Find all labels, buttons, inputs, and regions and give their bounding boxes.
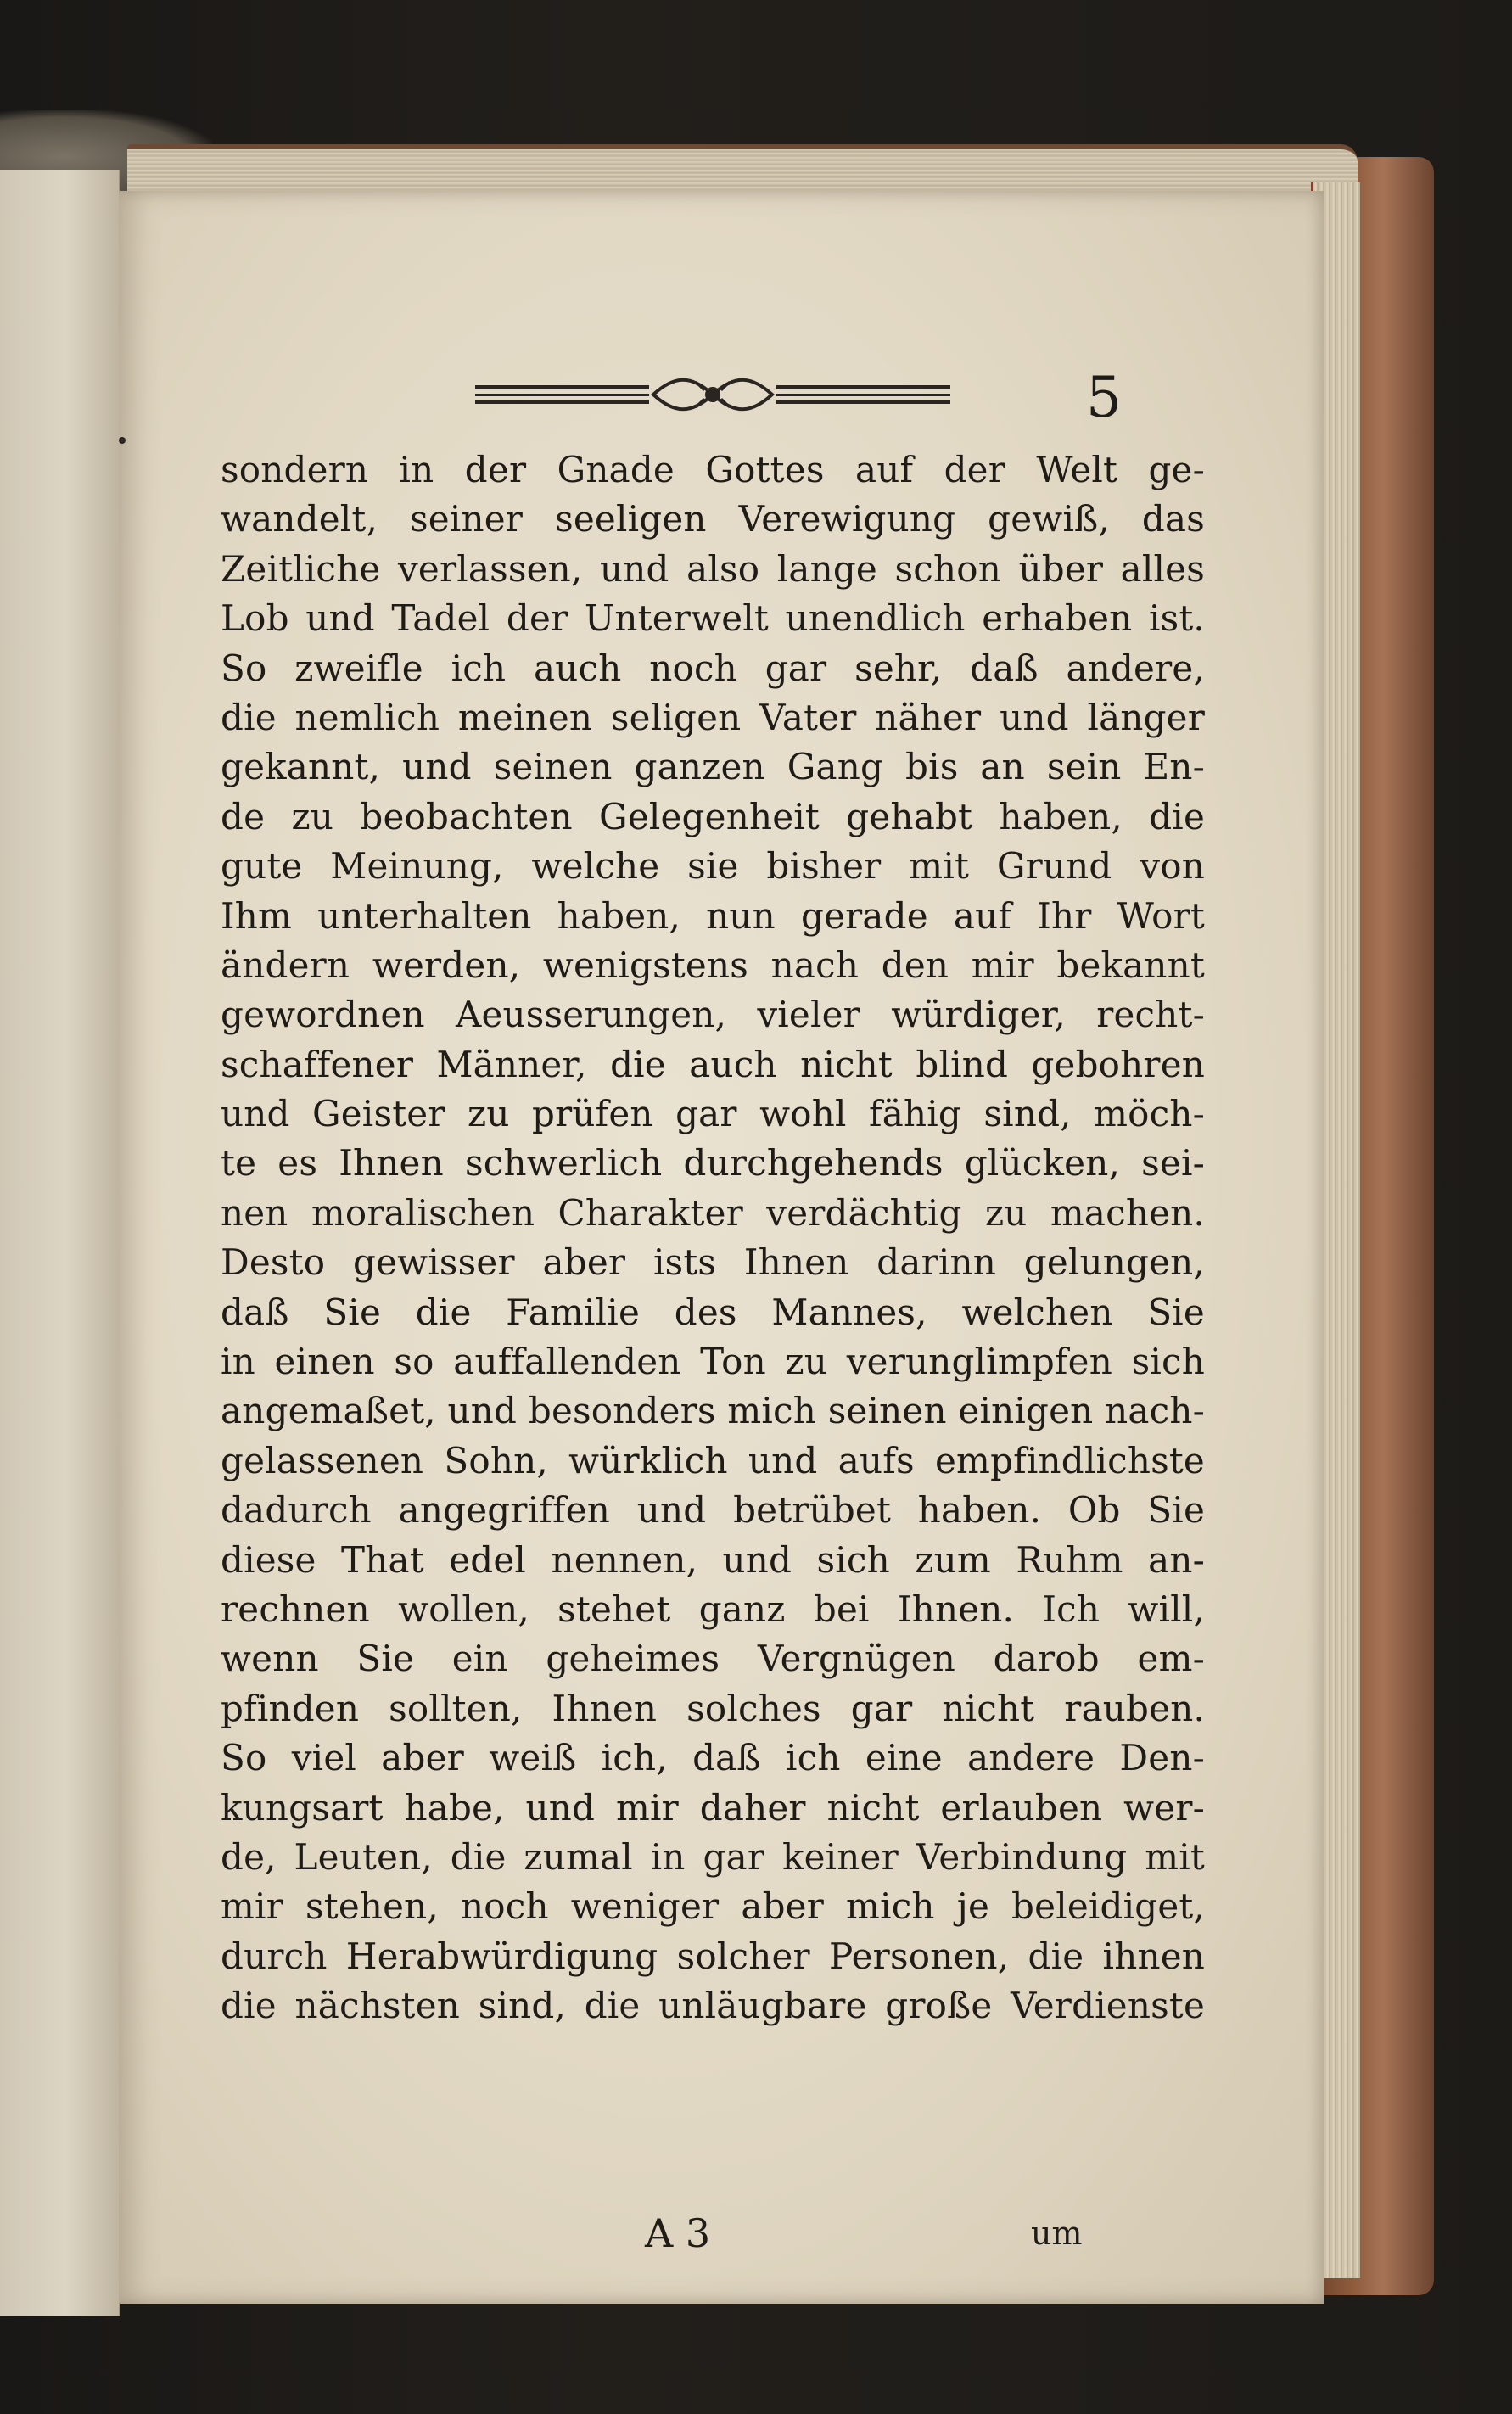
text-line: gelassenen Sohn, würklich und aufs empfindlichste: [221, 1439, 1205, 1481]
body-text: [221, 445, 1205, 2031]
catchword: um: [1031, 2215, 1083, 2252]
text-line: gute Meinung, welche sie bisher mit Grund von: [221, 845, 1205, 888]
previous-page-edge: [0, 170, 120, 2316]
text-line: gekannt, und seinen ganzen Gang bis an sein En-: [221, 746, 1205, 788]
text-line: gewordnen Aeusserungen, vieler würdiger, recht-: [221, 994, 1205, 1036]
text-line: pfinden sollten, Ihnen solches gar nicht rauben.: [221, 1687, 1205, 1729]
text-line: Zeitliche verlassen, und also lange schon über alles: [221, 547, 1205, 590]
text-line: rechnen wollen, stehet ganz bei Ihnen. Ich will,: [221, 1588, 1205, 1630]
text-line: und Geister zu prüfen gar wohl fähig sind, möch-: [221, 1093, 1205, 1135]
text-line: diese That edel nennen, und sich zum Ruhm an-: [221, 1538, 1205, 1581]
text-line: ändern werden, wenigstens nach den mir bekannt: [221, 944, 1205, 986]
text-line: dadurch angegriffen und betrübet haben. Ob Sie: [221, 1489, 1205, 1532]
text-line: nen moralischen Charakter verdächtig zu machen.: [221, 1191, 1205, 1234]
book-page: [119, 191, 1324, 2304]
text-line: die nächsten sind, die unläugbare große Verdienste: [221, 1985, 1205, 2027]
text-line: de, Leuten, die zumal in gar keiner Verbindung mit: [221, 1835, 1205, 1878]
text-line: durch Herabwürdigung solcher Personen, die ihnen: [221, 1935, 1205, 1977]
signature-mark: A 3: [645, 2210, 711, 2256]
text-line: mir stehen, noch weniger aber mich je beleidiget,: [221, 1885, 1205, 1928]
text-line: daß Sie die Familie des Mannes, welchen Sie: [221, 1291, 1205, 1333]
text-line: te es Ihnen schwerlich durchgehends glücken, sei-: [221, 1142, 1205, 1185]
text-line: sondern in der Gnade Gottes auf der Welt ge-: [221, 449, 1205, 490]
gutter-mark: [119, 437, 126, 444]
text-line: schaffener Männer, die auch nicht blind gebohren: [221, 1043, 1205, 1085]
text-line: Desto gewisser aber ists Ihnen darinn gelungen,: [221, 1241, 1205, 1284]
text-line: Ihm unterhalten haben, nun gerade auf Ihr Wort: [221, 894, 1205, 937]
text-line: die nemlich meinen seligen Vater näher und länger: [221, 696, 1205, 738]
text-line: wenn Sie ein geheimes Vergnügen darob em-: [221, 1638, 1205, 1680]
text-line: angemaßet, und besonders mich seinen einigen nach-: [221, 1390, 1205, 1432]
text-line: de zu beobachten Gelegenheit gehabt haben, die: [221, 795, 1205, 837]
text-line: in einen so auffallenden Ton zu verunglimpfen sich: [221, 1341, 1205, 1383]
printer-ornament-icon: [475, 373, 950, 416]
text-line: So viel aber weiß ich, daß ich eine andere Den-: [221, 1737, 1205, 1779]
text-line: kungsart habe, und mir daher nicht erlauben wer-: [221, 1786, 1205, 1829]
page-number: 5: [1086, 365, 1122, 430]
text-line: Lob und Tadel der Unterwelt unendlich erhaben ist.: [221, 597, 1205, 640]
text-line: So zweifle ich auch noch gar sehr, daß andere,: [221, 647, 1205, 689]
text-line: wandelt, seiner seeligen Verewigung gewiß, das: [221, 498, 1205, 540]
